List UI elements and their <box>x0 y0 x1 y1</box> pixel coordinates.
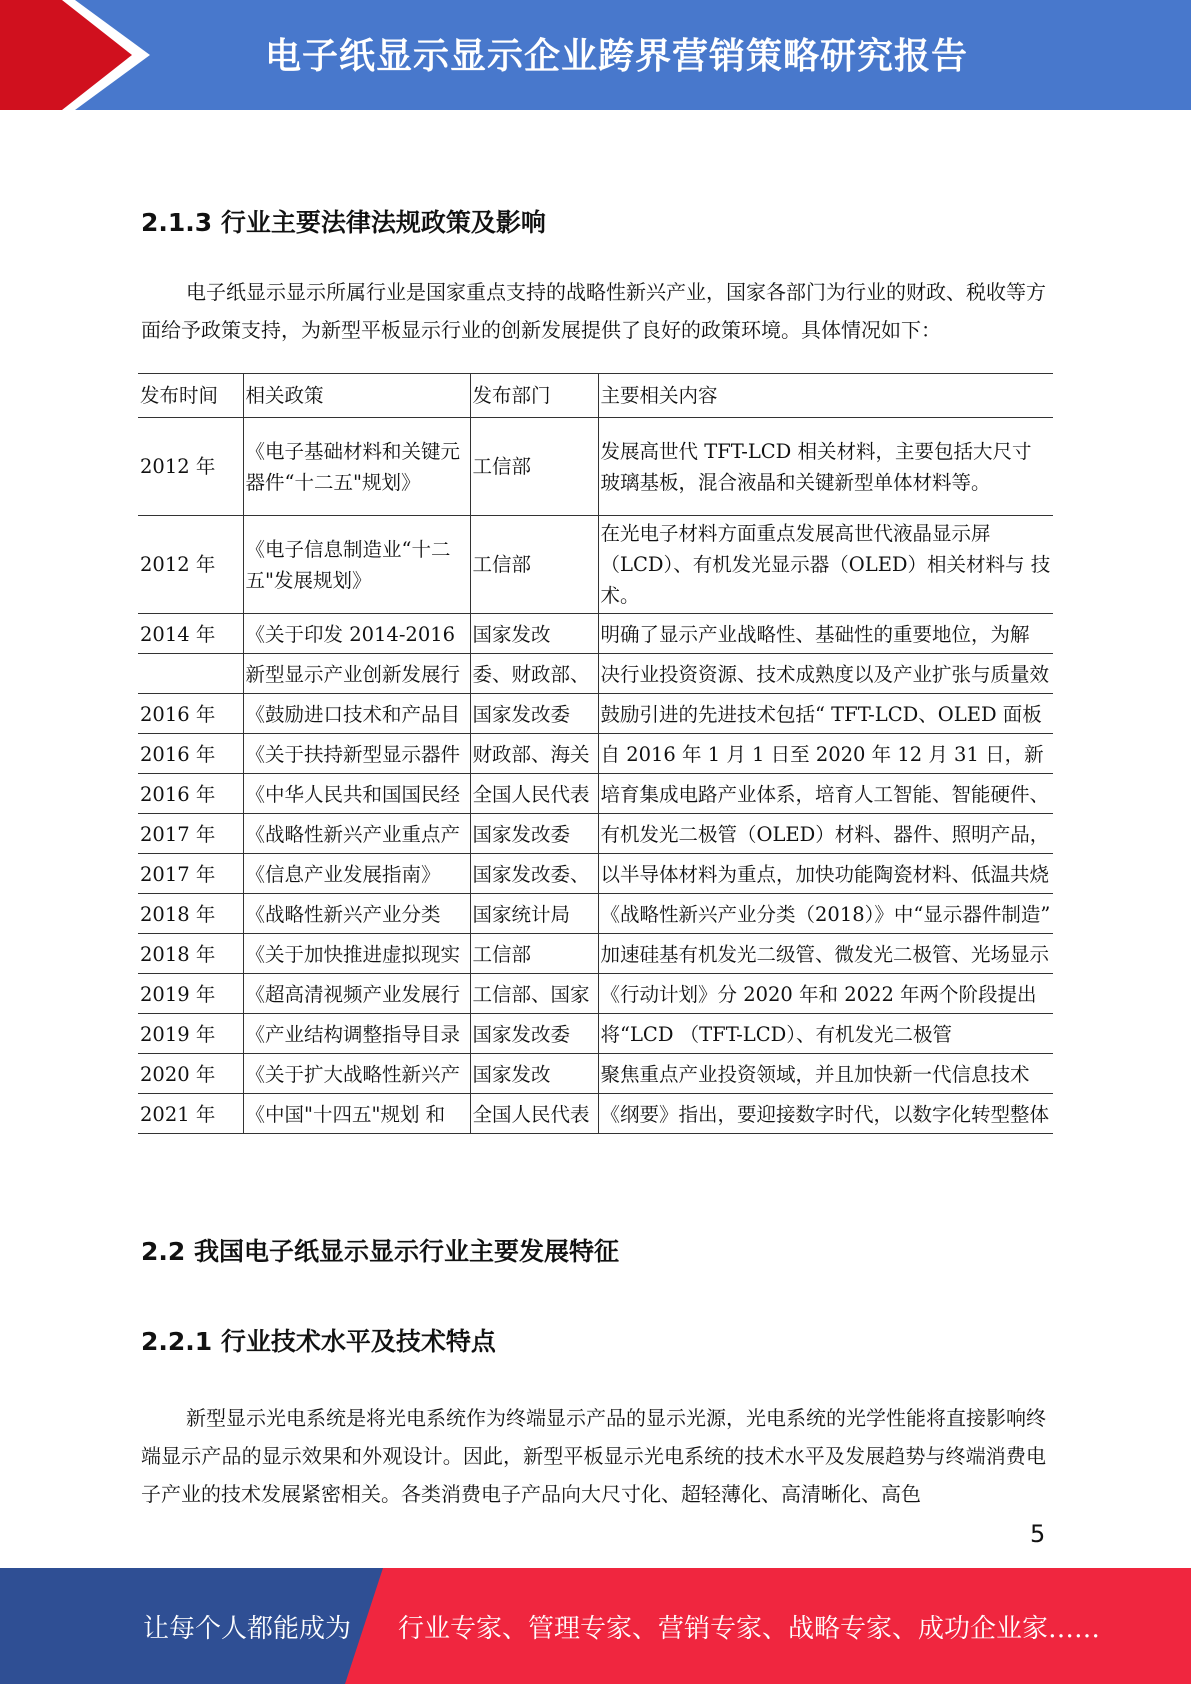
section-heading-2-1-3: 2.1.3 行业主要法律法规政策及影响 <box>141 208 546 237</box>
table-cell-text: 有机发光二极管（OLED）材料、器件、照明产品， <box>600 822 1050 846</box>
table-cell-text: 2014 年 <box>140 622 216 646</box>
table-cell <box>470 894 598 934</box>
table-cell <box>598 974 1053 1014</box>
table-cell-text: 2016 年 <box>140 742 216 766</box>
table-cell <box>243 934 470 974</box>
table-cell-text: 2020 年 <box>140 1062 216 1086</box>
table-cell <box>598 418 1053 516</box>
page-header <box>0 0 1191 110</box>
table-cell-text: 工信部 <box>472 553 532 576</box>
section-heading-2-2-1: 2.2.1 行业技术水平及技术特点 <box>141 1327 496 1356</box>
section-heading-2-2: 2.2 我国电子纸显示显示行业主要发展特征 <box>141 1237 619 1266</box>
table-cell <box>138 516 243 614</box>
table-cell-text: 自 2016 年 1 月 1 日至 2020 年 12 月 31 日，新 <box>600 742 1044 766</box>
table-cell-text: 国家发改委 <box>472 702 571 726</box>
table-cell <box>243 974 470 1014</box>
table-cell <box>470 418 598 516</box>
table-cell <box>138 1094 243 1134</box>
table-row <box>138 1014 1053 1054</box>
table-cell-text: 2016 年 <box>140 782 216 806</box>
table-cell-text: 2012 年 <box>140 553 216 576</box>
table-cell-text: 聚焦重点产业投资领域，并且加快新一代信息技术 <box>600 1062 1030 1086</box>
table-cell-text: 2021 年 <box>140 1102 216 1126</box>
table-cell-text: 发展高世代 TFT-LCD 相关材料，主要包括大尺寸玻璃基板，混合液晶和关键新型单体材料等。 <box>600 439 1032 494</box>
table-cell <box>243 614 470 654</box>
table-row <box>138 614 1053 654</box>
table-cell-text: 《行动计划》分 2020 年和 2022 年两个阶段提出 <box>600 982 1037 1006</box>
table-cell <box>598 614 1053 654</box>
table-cell <box>243 894 470 934</box>
table-cell-text: 《中国"十四五"规划 和 <box>245 1102 446 1126</box>
table-cell-text: 国家发改委 <box>472 1022 571 1046</box>
table-cell-text: 《中华人民共和国国民经 <box>245 782 461 806</box>
table-row <box>138 418 1053 516</box>
table-cell-text <box>140 655 241 693</box>
table-cell <box>243 1094 470 1134</box>
table-cell <box>243 1054 470 1094</box>
table-cell <box>470 1014 598 1054</box>
page-footer <box>0 1568 1191 1684</box>
table-cell <box>470 654 598 694</box>
table-row <box>138 654 1053 694</box>
table-cell-text: 2016 年 <box>140 702 216 726</box>
table-row <box>138 734 1053 774</box>
table-cell-text: 国家发改委、 <box>472 862 590 886</box>
table-cell-text: 全国人民代表 <box>472 782 590 806</box>
table-row <box>138 854 1053 894</box>
table-cell <box>243 654 470 694</box>
table-cell-text: 新型显示产业创新发展行 <box>245 662 461 686</box>
page-number: 5 <box>1030 1520 1046 1548</box>
table-cell-text: 《鼓励进口技术和产品目 <box>245 702 461 726</box>
table-cell <box>598 694 1053 734</box>
table-row <box>138 974 1053 1014</box>
table-row <box>138 894 1053 934</box>
table-cell <box>470 774 598 814</box>
table-cell <box>470 1094 598 1134</box>
table-cell <box>138 694 243 734</box>
table-cell-text: 2019 年 <box>140 1022 216 1046</box>
table-cell <box>138 1054 243 1094</box>
footer-slogan-right: 行业专家、管理专家、营销专家、战略专家、成功企业家…… <box>398 1614 1101 1644</box>
table-cell-text: 全国人民代表 <box>472 1102 590 1126</box>
table-cell <box>138 734 243 774</box>
table-cell-text: 2018 年 <box>140 902 216 926</box>
table-cell-text: 2018 年 <box>140 942 216 966</box>
table-cell-text: 鼓励引进的先进技术包括“ TFT-LCD、OLED 面板 <box>600 702 1042 726</box>
table-cell-text: 《关于加快推进虚拟现实 <box>245 942 461 966</box>
table-cell <box>243 814 470 854</box>
table-cell-text: 《战略性新兴产业重点产 <box>245 822 461 846</box>
table-cell <box>138 1014 243 1054</box>
table-cell-text: 工信部 <box>472 455 532 478</box>
table-cell-text: 培育集成电路产业体系，培育人工智能、智能硬件、 <box>600 782 1050 806</box>
table-cell <box>138 614 243 654</box>
table-cell-text: 委、财政部、 <box>472 662 590 686</box>
table-row <box>138 934 1053 974</box>
table-cell-text: 加速硅基有机发光二级管、微发光二极管、光场显示 <box>600 942 1050 966</box>
table-cell <box>598 516 1053 614</box>
table-cell <box>243 774 470 814</box>
table-cell-text: 《关于扶持新型显示器件 <box>245 742 461 766</box>
table-cell-text: 《产业结构调整指导目录 <box>245 1022 461 1046</box>
table-row <box>138 1054 1053 1094</box>
table-cell <box>138 814 243 854</box>
table-cell <box>470 814 598 854</box>
report-title: 电子纸显示显示企业跨界营销策略研究报告 <box>265 36 969 77</box>
table-cell-text: 《超高清视频产业发展行 <box>245 982 461 1006</box>
table-cell <box>598 1094 1053 1134</box>
table-cell <box>138 894 243 934</box>
table-cell-text: 国家发改 <box>472 622 551 646</box>
column-header: 主要相关内容 <box>598 374 1053 418</box>
table-cell-text: 国家统计局 <box>472 902 571 926</box>
table-cell <box>598 654 1053 694</box>
table-cell <box>598 934 1053 974</box>
table-cell-text: 《战略性新兴产业分类（2018）》中“显示器件制造” <box>600 902 1051 926</box>
column-header: 相关政策 <box>243 374 470 418</box>
section-2-1-3-paragraph: 电子纸显示显示所属行业是国家重点支持的战略性新兴产业，国家各部门为行业的财政、税收等方面给予政策支持，为新型平板显示行业的创新发展提供了良好的政策环境。具体情况如下： <box>141 280 1046 342</box>
table-cell <box>598 734 1053 774</box>
table-cell <box>470 974 598 1014</box>
table-cell-text: 财政部、海关 <box>472 742 590 766</box>
table-cell-text: 工信部 <box>472 942 532 966</box>
footer-slogan-left: 让每个人都能成为 <box>143 1614 352 1644</box>
table-cell <box>138 854 243 894</box>
column-header: 发布部门 <box>470 374 598 418</box>
table-cell-text: 工信部、国家 <box>472 982 590 1006</box>
table-cell-text: 2017 年 <box>140 862 216 886</box>
section-2-2-1-paragraph: 新型显示光电系统是将光电系统作为终端显示产品的显示光源，光电系统的光学性能将直接影响终端显示产品的显示效果和外观设计。因此，新型平板显示光电系统的技术水平及发展趋势与终端消费电子产业的技术发展紧密相关。各类消费电子产品向大尺寸化、超轻薄化、高清晰化、高色 <box>141 1406 1046 1506</box>
table-cell-text: 在光电子材料方面重点发展高世代液晶显示屏（LCD）、有机发光显示器（OLED）相关材料与 技术。 <box>600 522 1051 607</box>
table-row <box>138 516 1053 614</box>
table-cell <box>470 934 598 974</box>
policy-table <box>138 373 1053 1134</box>
table-cell-text: 《电子基础材料和关键元器件“十二五"规划》 <box>245 439 461 494</box>
table-cell-text: 《关于印发 2014-2016 <box>245 622 456 646</box>
table-cell <box>138 934 243 974</box>
table-cell-text: 《信息产业发展指南》 <box>245 862 441 886</box>
table-row <box>138 774 1053 814</box>
table-cell-text: 《战略性新兴产业分类 <box>245 902 441 926</box>
table-cell-text: 《关于扩大战略性新兴产 <box>245 1062 461 1086</box>
table-cell <box>243 854 470 894</box>
table-cell <box>598 854 1053 894</box>
table-cell <box>243 516 470 614</box>
table-header-row <box>138 374 1053 418</box>
table-cell <box>243 418 470 516</box>
table-cell-text: 决行业投资资源、技术成熟度以及产业扩张与质量效 <box>600 662 1050 686</box>
table-cell <box>470 516 598 614</box>
column-header: 发布时间 <box>138 374 243 418</box>
table-cell <box>243 694 470 734</box>
table-cell <box>470 694 598 734</box>
table-cell <box>243 734 470 774</box>
table-row <box>138 814 1053 854</box>
table-cell <box>138 774 243 814</box>
table-cell <box>138 974 243 1014</box>
table-cell-text: 2012 年 <box>140 455 216 478</box>
table-cell <box>598 814 1053 854</box>
table-cell <box>598 894 1053 934</box>
table-cell-text: 2017 年 <box>140 822 216 846</box>
table-row <box>138 694 1053 734</box>
chevron-arrow-icon <box>0 0 150 110</box>
table-cell <box>138 654 243 694</box>
table-cell <box>138 418 243 516</box>
table-cell-text: 国家发改 <box>472 1062 551 1086</box>
table-cell <box>598 1014 1053 1054</box>
table-cell-text: 2019 年 <box>140 982 216 1006</box>
table-cell <box>470 854 598 894</box>
table-cell <box>470 1054 598 1094</box>
table-cell <box>598 774 1053 814</box>
table-cell <box>243 1014 470 1054</box>
table-cell-text: 《纲要》指出，要迎接数字时代，以数字化转型整体 <box>600 1102 1050 1126</box>
table-cell-text: 以半导体材料为重点，加快功能陶瓷材料、低温共烧 <box>600 862 1050 886</box>
table-row <box>138 1094 1053 1134</box>
table-cell <box>470 734 598 774</box>
table-cell-text: 明确了显示产业战略性、基础性的重要地位，为解 <box>600 622 1030 646</box>
table-cell <box>470 614 598 654</box>
table-cell-text: 国家发改委 <box>472 822 571 846</box>
table-cell-text: 《电子信息制造业“十二五"发展规划》 <box>245 537 451 592</box>
table-cell-text: 将“LCD （TFT-LCD）、有机发光二极管 <box>600 1022 953 1046</box>
table-cell <box>598 1054 1053 1094</box>
